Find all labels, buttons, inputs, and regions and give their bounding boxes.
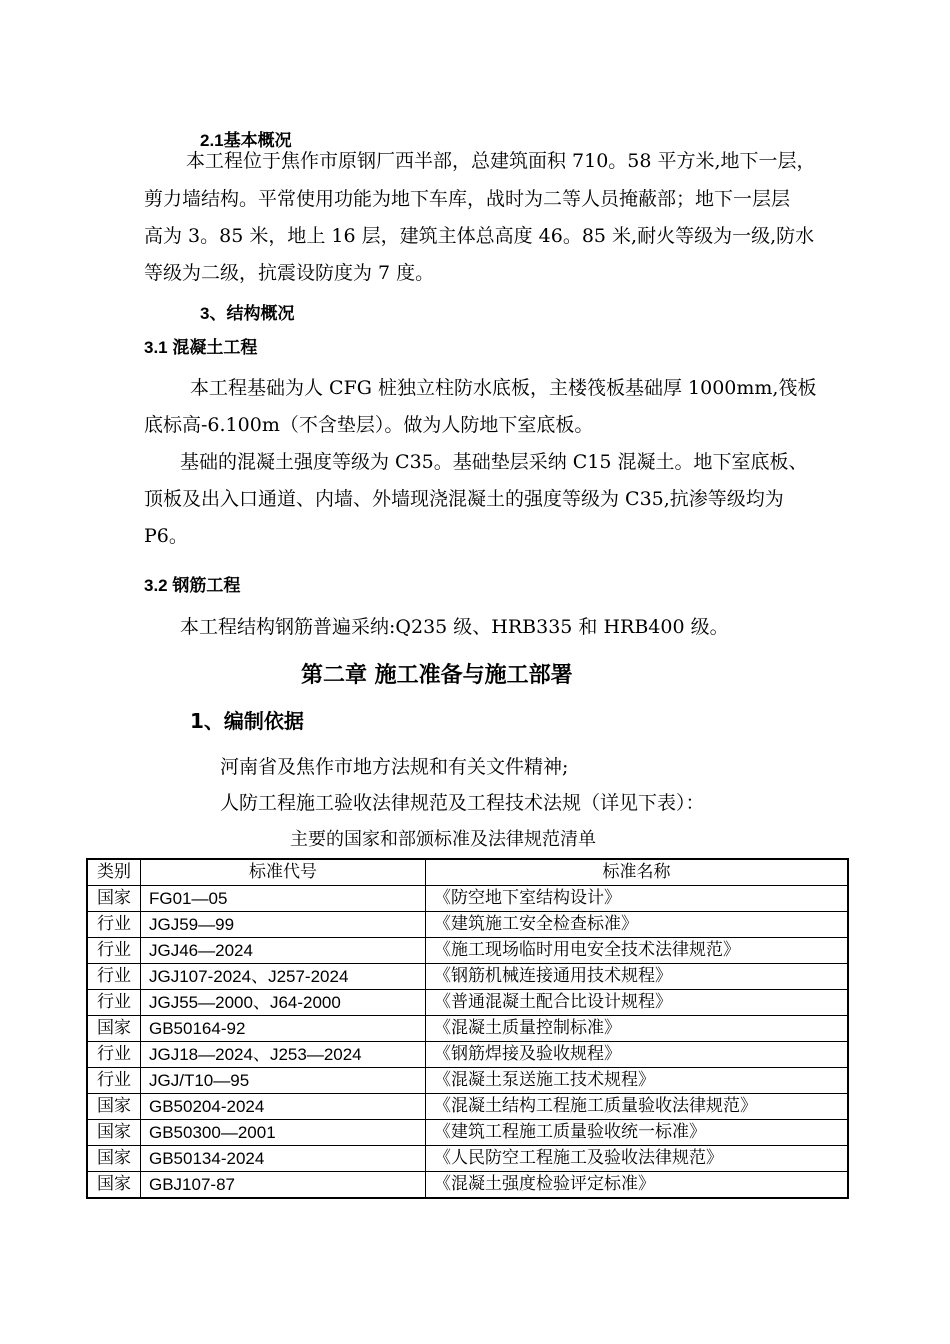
table-row <box>87 938 848 964</box>
table-row <box>87 1094 848 1120</box>
section-2-1-line-1: 本工程位于焦作市原钢厂西半部，总建筑面积 710。58 平方米,地下一层， <box>186 150 816 172</box>
table-row <box>87 1172 848 1199</box>
cell-category: 国家 <box>87 1146 141 1172</box>
section-3-2-line: 本工程结构钢筋普遍采纳:Q235 级、HRB335 和 HRB400 级。 <box>180 616 729 638</box>
cell-category: 行业 <box>87 990 141 1016</box>
section-2-1-line-3: 高为 3。85 米，地上 16 层，建筑主体总高度 46。85 米,耐火等级为一级,防水 <box>144 225 815 247</box>
section-ch2-1-line-2: 人防工程施工验收法律规范及工程技术法规（详见下表）： <box>220 792 705 814</box>
cell-name: 《钢筋焊接及验收规程》 <box>426 1042 849 1068</box>
cell-code: GBJ107-87 <box>141 1172 426 1199</box>
table-row <box>87 1016 848 1042</box>
cell-category: 国家 <box>87 1120 141 1146</box>
cell-name: 《混凝土结构工程施工质量验收法律规范》 <box>426 1094 849 1120</box>
cell-code: JGJ46—2024 <box>141 938 426 964</box>
section-3-1-para1-line-2: 底标高-6.100m（不含垫层）。做为人防地下室底板。 <box>144 414 594 436</box>
cell-code: JGJ107-2024、J257-2024 <box>141 964 426 990</box>
section-3-1-para2-line-2: 顶板及出入口通道、内墙、外墙现浇混凝土的强度等级为 C35,抗渗等级均为 <box>144 488 784 510</box>
cell-code: GB50134-2024 <box>141 1146 426 1172</box>
cell-name: 《混凝土泵送施工技术规程》 <box>426 1068 849 1094</box>
cell-category: 国家 <box>87 886 141 912</box>
table-row <box>87 1042 848 1068</box>
chapter-2-title: 第二章 施工准备与施工部署 <box>301 663 573 688</box>
cell-category: 行业 <box>87 938 141 964</box>
table-row <box>87 886 848 912</box>
cell-code: GB50164-92 <box>141 1016 426 1042</box>
cell-name: 《钢筋机械连接通用技术规程》 <box>426 964 849 990</box>
cell-code: JGJ18—2024、J253—2024 <box>141 1042 426 1068</box>
cell-code: JGJ55—2000、J64-2000 <box>141 990 426 1016</box>
cell-category: 行业 <box>87 912 141 938</box>
cell-category: 行业 <box>87 964 141 990</box>
section-3-1-heading: 3.1 混凝土工程 <box>144 338 258 357</box>
header-name: 标准名称 <box>426 859 849 886</box>
section-3-1-para1-line-1: 本工程基础为人 CFG 桩独立柱防水底板，主楼筏板基础厚 1000mm,筏板 <box>190 377 817 399</box>
section-3-2-heading: 3.2 钢筋工程 <box>144 576 241 595</box>
cell-name: 《普通混凝土配合比设计规程》 <box>426 990 849 1016</box>
section-ch2-1-line-1: 河南省及焦作市地方法规和有关文件精神; <box>220 756 569 778</box>
header-code: 标准代号 <box>141 859 426 886</box>
cell-category: 行业 <box>87 1068 141 1094</box>
table-row <box>87 1146 848 1172</box>
section-2-1-line-2: 剪力墙结构。平常使用功能为地下车库，战时为二等人员掩蔽部；地下一层层 <box>144 188 791 210</box>
cell-name: 《建筑工程施工质量验收统一标准》 <box>426 1120 849 1146</box>
section-2-1-heading: 2.1基本概况 <box>200 131 292 150</box>
table-row <box>87 912 848 938</box>
cell-name: 《混凝土质量控制标准》 <box>426 1016 849 1042</box>
section-3-heading: 3、结构概况 <box>200 304 295 323</box>
cell-code: GB50300—2001 <box>141 1120 426 1146</box>
cell-code: FG01—05 <box>141 886 426 912</box>
standards-table <box>86 858 849 1199</box>
section-ch2-1-heading: 1、编制依据 <box>190 709 304 733</box>
cell-name: 《混凝土强度检验评定标准》 <box>426 1172 849 1199</box>
cell-category: 国家 <box>87 1172 141 1199</box>
cell-category: 国家 <box>87 1094 141 1120</box>
table-row <box>87 1120 848 1146</box>
section-3-1-para2-line-1: 基础的混凝土强度等级为 C35。基础垫层采纳 C15 混凝土。地下室底板、 <box>180 451 808 473</box>
table-row <box>87 1068 848 1094</box>
cell-category: 行业 <box>87 1042 141 1068</box>
cell-category: 国家 <box>87 1016 141 1042</box>
section-2-1-line-4: 等级为二级，抗震设防度为 7 度。 <box>144 262 435 284</box>
cell-code: GB50204-2024 <box>141 1094 426 1120</box>
cell-code: JGJ/T10—95 <box>141 1068 426 1094</box>
cell-name: 《施工现场临时用电安全技术法律规范》 <box>426 938 849 964</box>
cell-name: 《防空地下室结构设计》 <box>426 886 849 912</box>
header-category: 类别 <box>87 859 141 886</box>
table-caption: 主要的国家和部颁标准及法律规范清单 <box>290 829 596 850</box>
cell-code: JGJ59—99 <box>141 912 426 938</box>
section-3-1-para2-line-3: P6。 <box>144 525 188 547</box>
table-header-row <box>87 859 848 886</box>
table-row <box>87 964 848 990</box>
cell-name: 《人民防空工程施工及验收法律规范》 <box>426 1146 849 1172</box>
cell-name: 《建筑施工安全检查标准》 <box>426 912 849 938</box>
table-row <box>87 990 848 1016</box>
